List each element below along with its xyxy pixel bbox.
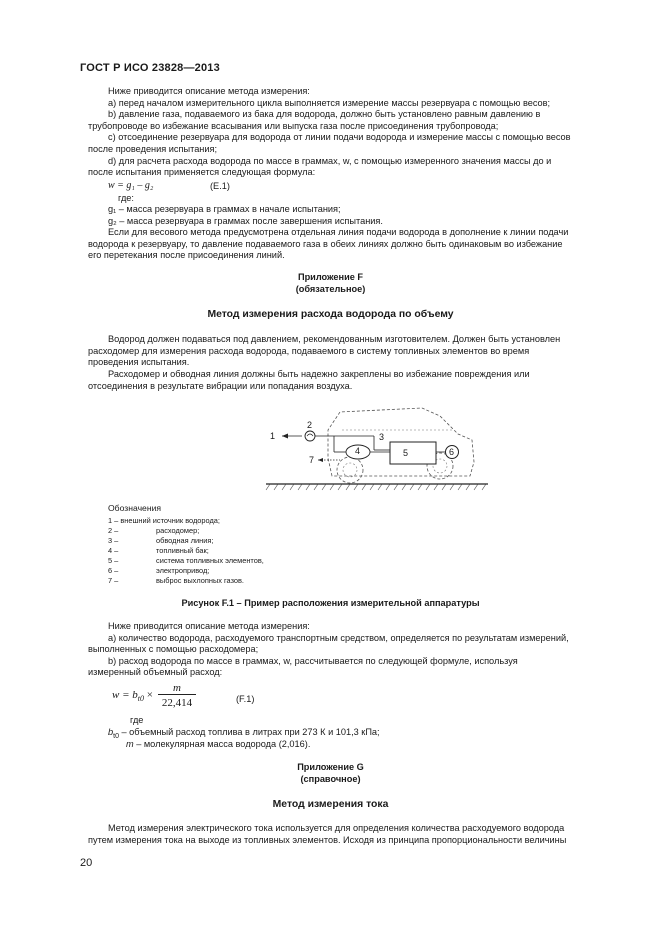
annex-f-title: Приложение F xyxy=(297,272,364,282)
standard-header: ГОСТ Р ИСО 23828—2013 xyxy=(80,62,220,74)
list-item: после испытания применяется следующая формула: xyxy=(88,167,316,178)
variable-definitions xyxy=(108,204,613,227)
list-item: измеренный объемный расход: xyxy=(88,667,223,678)
paragraph-line: отсоединения в результате вибрации или попадания воздуха. xyxy=(88,380,353,391)
diagram-label-7: 7 xyxy=(309,455,315,465)
definition-text: – объемный расход топлива в литрах при 273 К и 101,3 кПа; xyxy=(118,727,380,737)
paragraph-line: Расходомер и обводная линия должны быть надежно закреплены во избежание повреждения или xyxy=(108,369,530,379)
legend-item-1 xyxy=(108,516,220,526)
legend-item-4 xyxy=(108,546,209,556)
legend-item-6 xyxy=(108,566,209,576)
measurement-setup-diagram xyxy=(262,400,492,492)
diagram-label-6: 6 xyxy=(449,447,455,457)
legend-item-2 xyxy=(108,526,199,536)
legend-item-3 xyxy=(108,536,213,546)
paragraph-line: Ниже приводится описание метода измерения: xyxy=(108,621,310,631)
legend-text: расходомер; xyxy=(156,526,200,535)
paragraph-line: проведения испытания. xyxy=(88,357,190,368)
list-item: с) отсоединение резервуара для водорода от линии подачи водорода и измерение массы с помощью весов xyxy=(108,132,571,143)
list-item: а) перед началом измерительного цикла выполняется измерение массы резервуара с помощью весов; xyxy=(108,97,551,108)
legend-text: электропривод; xyxy=(156,566,210,575)
legend-num: 3 – xyxy=(108,536,119,545)
annex-g-title: Приложение G xyxy=(297,762,364,772)
legend-item-7 xyxy=(108,576,244,586)
paragraph-line: Водород должен подаваться под давлением, рекомендованным изготовителем. Должен быть установлен xyxy=(108,334,561,344)
legend-item-5 xyxy=(108,556,264,566)
page-number: 20 xyxy=(80,857,93,869)
formula-subscript: t0 xyxy=(137,694,144,704)
legend-num: 2 – xyxy=(108,526,119,535)
annex-g-status: (справочное) xyxy=(300,774,361,784)
legend-num: 7 – xyxy=(108,576,119,585)
definition-g2: g₂ – масса резервуара в граммах после завершения испытания. xyxy=(108,215,383,226)
formula-text: w = b xyxy=(112,689,138,701)
list-item: трубопроводе во избежание всасывания или выпуска газа после присоединения трубопровода; xyxy=(88,120,499,131)
diagram-label-2: 2 xyxy=(307,420,313,430)
legend-text: топливный бак; xyxy=(156,546,209,555)
annex-f-status: (обязательное) xyxy=(295,284,366,294)
where-label: где: xyxy=(118,193,134,203)
list-item: d) для расчета расхода водорода по массе в граммах, w, с помощью измеренного значения массы до и xyxy=(108,155,552,166)
annex-f-heading: Метод измерения расхода водорода по объему xyxy=(207,309,454,320)
diagram-label-5: 5 xyxy=(403,448,409,458)
note-line: его перетекания после присоединения линий. xyxy=(88,250,285,261)
diagram-label-3: 3 xyxy=(379,432,385,442)
diagram-label-1: 1 xyxy=(270,431,276,441)
definition-m xyxy=(126,739,310,751)
formula-operator: × xyxy=(146,689,153,701)
paragraph-line: путем измерения тока на выходе из топливных элементов. Исходя из принципа пропорциональности величины xyxy=(88,834,567,845)
symbol: b xyxy=(108,727,114,737)
note-paragraph xyxy=(88,227,615,262)
figure-caption: Рисунок F.1 – Пример расположения измерительной аппаратуры xyxy=(181,598,480,608)
legend-num: 1 – xyxy=(108,516,119,525)
legend-num: 5 – xyxy=(108,556,119,565)
where-label: где xyxy=(130,715,144,725)
annex-f-paragraph-2 xyxy=(88,369,615,392)
annex-f-paragraph-1 xyxy=(88,334,615,369)
symbol-subscript: t0 xyxy=(113,732,119,740)
formula-f1-denominator: 22,414 xyxy=(161,697,193,709)
legend-num: 6 – xyxy=(108,566,119,575)
list-item: выполненных с помощью расходомера; xyxy=(88,644,259,655)
formula-e1: w = g₁ – g₂ xyxy=(108,180,154,191)
formula-number: (E.1) xyxy=(210,181,230,191)
list-item: b) расход водорода по массе в граммах, w, рассчитывается по следующей формуле, используя xyxy=(108,655,518,666)
annex-g-paragraph xyxy=(88,823,615,846)
legend-num: 4 – xyxy=(108,546,119,555)
note-line: Если для весового метода предусмотрена отдельная линия подачи водорода в дополнение к линии подачи xyxy=(108,227,569,237)
note-line: водорода к резервуару, то давление подаваемого газа в обеих линиях должно быть одинаковым во избежание xyxy=(88,238,563,249)
legend-title: Обозначения xyxy=(108,503,162,513)
definition-g1: g₁ – масса резервуара в граммах в начале испытания; xyxy=(108,204,341,214)
definition-text: – молекулярная масса водорода (2,016). xyxy=(133,739,311,749)
list-item: после проведения испытания; xyxy=(88,143,218,154)
formula-number: (F.1) xyxy=(236,694,255,704)
legend-text: система топливных элементов, xyxy=(156,556,264,565)
legend-text: внешний источник водорода; xyxy=(120,516,220,525)
formula-f1-numerator: m xyxy=(158,682,196,695)
list-item: b) давление газа, подаваемого из бака для водорода, должно быть установлено равным давлению в xyxy=(108,109,541,120)
annex-f-method-list xyxy=(88,621,615,679)
diagram-label-4: 4 xyxy=(355,446,361,456)
section-e-text xyxy=(90,86,615,179)
paragraph-line: расходомер для измерения расхода водорода, подаваемого в систему топливных элементов во время xyxy=(88,345,530,356)
paragraph-line: Метод измерения электрического тока используется для определения количества расходуемого водорода xyxy=(108,823,565,833)
legend-text: обводная линия; xyxy=(156,536,214,545)
legend-text: выброс выхлопных газов. xyxy=(156,576,244,585)
formula-f1-lhs xyxy=(112,690,153,705)
annex-g-heading: Метод измерения тока xyxy=(272,799,389,810)
symbol: m xyxy=(126,739,134,749)
paragraph: Ниже приводится описание метода измерения: xyxy=(108,86,310,96)
list-item: а) количество водорода, расходуемого транспортным средством, определяется по результатам измерений, xyxy=(108,632,569,643)
